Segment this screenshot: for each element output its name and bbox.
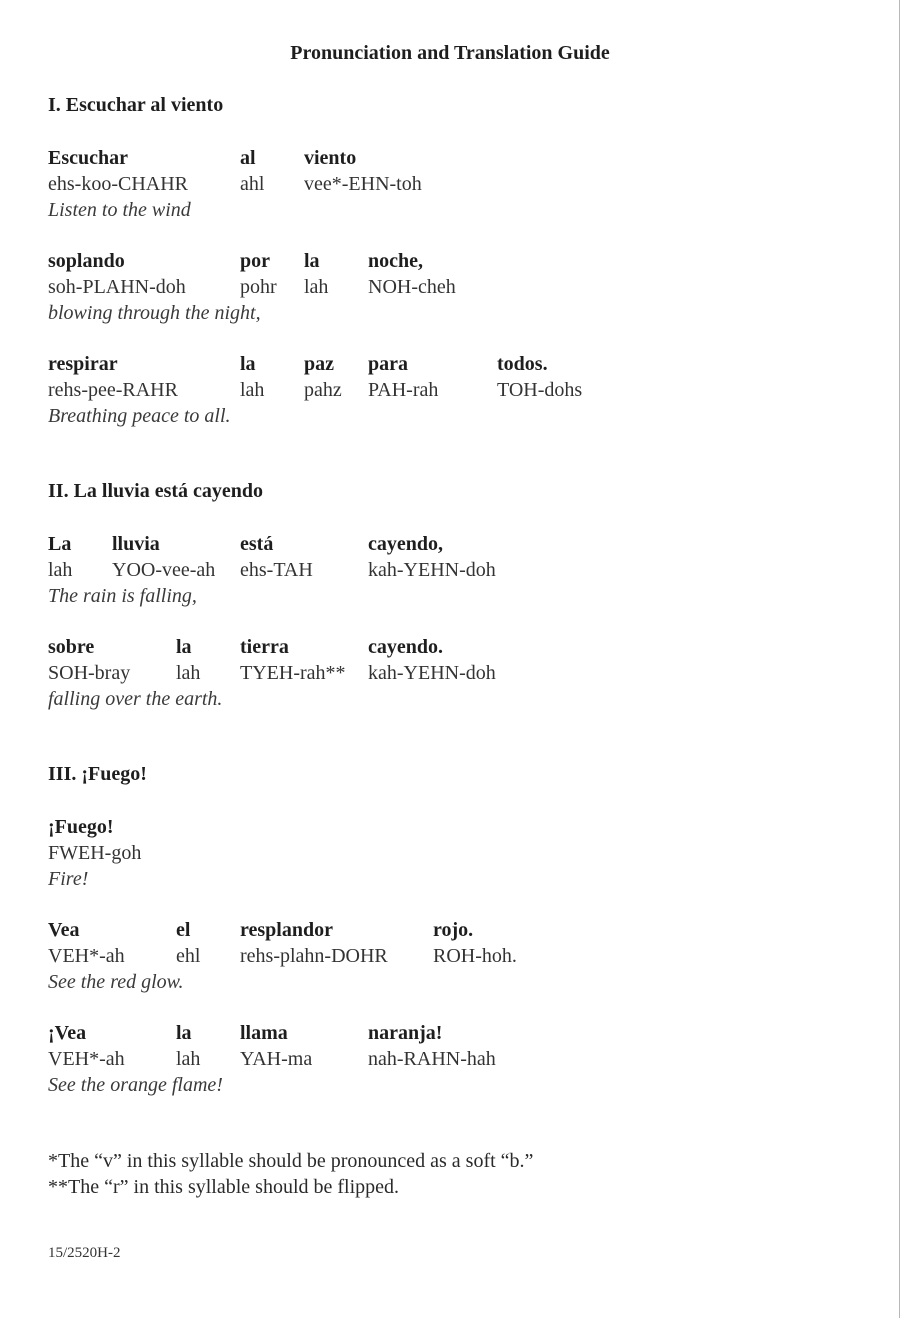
syllables: vee*-EHN-toh [304, 173, 422, 195]
spanish-words [48, 145, 357, 171]
word: noche, [368, 250, 423, 272]
spanish-words [48, 634, 443, 660]
pronunciation [48, 171, 422, 197]
word: la [176, 1022, 192, 1044]
stanza [48, 634, 496, 712]
stanza [48, 814, 142, 892]
syllables: FWEH-goh [48, 842, 142, 864]
word: cayendo, [368, 533, 443, 555]
word: naranja! [368, 1022, 443, 1044]
spanish-words [48, 1020, 443, 1046]
syllables: soh-PLAHN-doh [48, 276, 186, 298]
word: cayendo. [368, 636, 443, 658]
syllables: YOO-vee-ah [112, 559, 216, 581]
word: por [240, 250, 270, 272]
syllables: VEH*-ah [48, 1048, 125, 1070]
word: soplando [48, 250, 125, 272]
pronunciation [48, 377, 583, 403]
pronunciation [48, 660, 496, 686]
syllables: pahz [304, 379, 342, 401]
word: ¡Fuego! [48, 816, 114, 838]
translation: Listen to the wind [48, 199, 191, 221]
footnote: **The “r” in this syllable should be flipped. [48, 1176, 400, 1198]
spanish-words [48, 814, 114, 840]
syllables: ehs-koo-CHAHR [48, 173, 188, 195]
word: Escuchar [48, 147, 128, 169]
syllables: ROH-hoh. [433, 945, 517, 967]
footnotes [48, 1148, 533, 1200]
spanish-words [48, 917, 474, 943]
word: para [368, 353, 408, 375]
stanza [48, 248, 456, 326]
syllables: pohr [240, 276, 277, 298]
syllables: nah-RAHN-hah [368, 1048, 496, 1070]
translation: Fire! [48, 868, 89, 890]
word: la [176, 636, 192, 658]
pronunciation [48, 943, 517, 969]
word: todos. [497, 353, 548, 375]
syllables: ehl [176, 945, 201, 967]
word: sobre [48, 636, 95, 658]
syllables: ahl [240, 173, 265, 195]
translation: See the red glow. [48, 971, 184, 993]
syllables: kah-YEHN-doh [368, 662, 496, 684]
syllables: lah [48, 559, 73, 581]
syllables: PAH-rah [368, 379, 439, 401]
pronunciation [48, 1046, 496, 1072]
word: la [240, 353, 256, 375]
word: rojo. [433, 919, 474, 941]
translation: See the orange flame! [48, 1074, 223, 1096]
word: llama [240, 1022, 288, 1044]
syllables: ehs-TAH [240, 559, 313, 581]
translation: The rain is falling, [48, 585, 197, 607]
syllables: NOH-cheh [368, 276, 456, 298]
syllables: rehs-pee-RAHR [48, 379, 178, 401]
word: ¡Vea [48, 1022, 87, 1044]
word: viento [304, 147, 357, 169]
syllables: SOH-bray [48, 662, 131, 684]
word: el [176, 919, 191, 941]
pronunciation [48, 557, 496, 583]
syllables: rehs-plahn-DOHR [240, 945, 388, 967]
section-heading: II. La lluvia está cayendo [48, 480, 264, 502]
translation: Breathing peace to all. [48, 405, 231, 427]
syllables: TOH-dohs [497, 379, 583, 401]
syllables: lah [176, 662, 201, 684]
word: Vea [48, 919, 80, 941]
translation: blowing through the night, [48, 302, 261, 324]
word: respirar [48, 353, 118, 375]
footnote: *The “v” in this syllable should be pronounced as a soft “b.” [48, 1150, 534, 1172]
section-heading: I. Escuchar al viento [48, 94, 224, 116]
word: tierra [240, 636, 289, 658]
syllables: lah [240, 379, 265, 401]
stanza [48, 917, 517, 995]
syllables: TYEH-rah** [240, 662, 346, 684]
word: está [240, 533, 274, 555]
stanza [48, 351, 583, 429]
pronunciation [48, 274, 456, 300]
pronunciation [48, 840, 142, 866]
word: resplandor [240, 919, 333, 941]
word: lluvia [112, 533, 160, 555]
word: al [240, 147, 256, 169]
translation: falling over the earth. [48, 688, 223, 710]
stanza [48, 145, 422, 223]
syllables: VEH*-ah [48, 945, 125, 967]
stanza [48, 1020, 496, 1098]
syllables: lah [304, 276, 329, 298]
spanish-words [48, 531, 443, 557]
spanish-words [48, 351, 548, 377]
section-heading: III. ¡Fuego! [48, 763, 147, 785]
spanish-words [48, 248, 423, 274]
word: La [48, 533, 72, 555]
syllables: kah-YEHN-doh [368, 559, 496, 581]
word: paz [304, 353, 334, 375]
catalog-code: 15/2520H-2 [48, 1245, 121, 1261]
word: la [304, 250, 320, 272]
stanza [48, 531, 496, 609]
syllables: YAH-ma [240, 1048, 313, 1070]
syllables: lah [176, 1048, 201, 1070]
page-title: Pronunciation and Translation Guide [290, 42, 610, 64]
